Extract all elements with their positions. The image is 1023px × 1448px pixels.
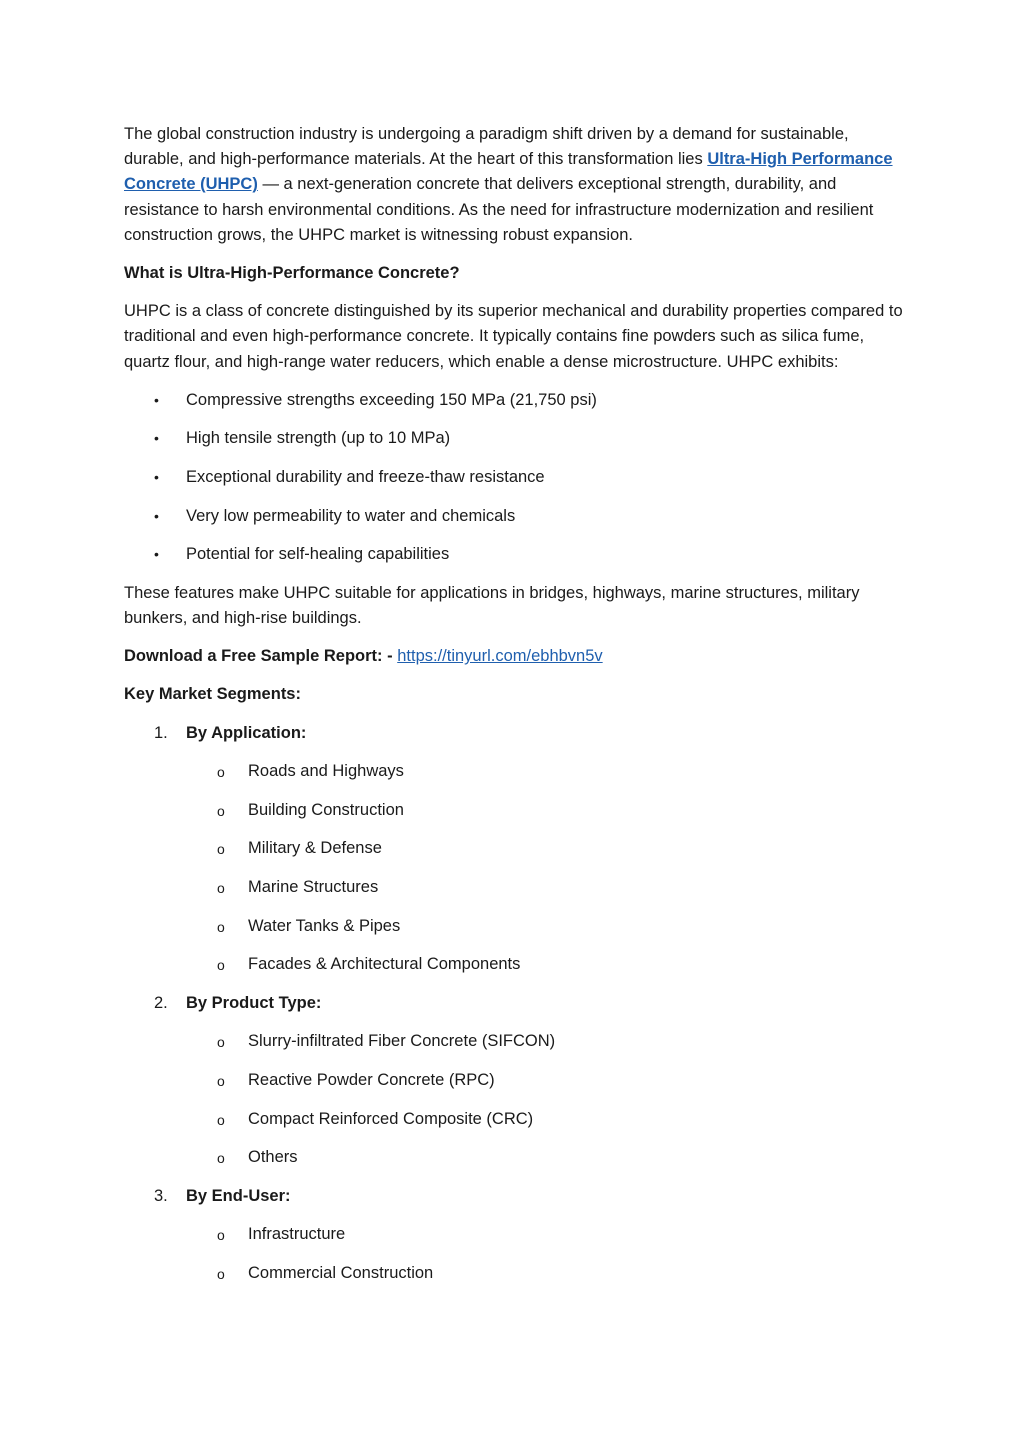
list-item-text: High tensile strength (up to 10 MPa) [186,429,451,448]
list-item [124,504,904,543]
list-item [124,952,904,991]
list-item-text: Roads and Highways [248,762,404,781]
segment-title-text: By Application: [186,723,307,742]
list-item [124,798,904,837]
list-item [124,875,904,914]
segment-group-product-type [124,991,904,1184]
properties-list [124,388,904,581]
circle-bullet-icon: o [217,918,225,935]
list-item [124,1145,904,1184]
list-item-text: Infrastructure [248,1225,346,1244]
list-item-text: Very low permeability to water and chemicals [186,506,516,525]
list-item [124,1029,904,1068]
list-item-text: Compact Reinforced Composite (CRC) [248,1109,534,1128]
segment-title [124,1184,904,1223]
list-item-text: Facades & Architectural Components [248,955,521,974]
list-item-text: Commercial Construction [248,1263,434,1282]
list-item-text: Building Construction [248,800,404,819]
document-page [124,122,904,1300]
bullet-icon: • [154,507,159,524]
segment-number: 1. [154,723,168,742]
segment-title [124,991,904,1030]
segment-items [124,1029,904,1183]
intro-text-before: The global construction industry is undergoing a paradigm shift driven by a demand for sustainable, durable, and high-performance materials. At the heart of this transformation lies [124,125,849,169]
circle-bullet-icon: o [217,841,225,858]
list-item [124,388,904,427]
segment-number: 2. [154,993,168,1012]
list-item [124,836,904,875]
circle-bullet-icon: o [217,879,225,896]
bullet-icon: • [154,430,159,447]
list-item [124,1068,904,1107]
list-item [124,465,904,504]
list-item [124,1107,904,1146]
segment-items [124,1222,904,1299]
segment-group-application [124,721,904,991]
segments-heading: Key Market Segments: [124,685,301,704]
list-item [124,542,904,581]
circle-bullet-icon: o [217,1150,225,1167]
applications-paragraph: These features make UHPC suitable for applications in bridges, highways, marine structures, military bunkers, and high-rise buildings. [124,583,860,627]
circle-bullet-icon: o [217,802,225,819]
segment-title-text: By Product Type: [186,993,322,1012]
segment-title [124,721,904,760]
intro-paragraph [124,122,904,248]
list-item-text: Military & Defense [248,839,382,858]
what-is-heading: What is Ultra-High-Performance Concrete? [124,264,460,283]
list-item-text: Reactive Powder Concrete (RPC) [248,1070,495,1089]
list-item-text: Marine Structures [248,877,379,896]
what-is-paragraph: UHPC is a class of concrete distinguished by its superior mechanical and durability properties compared to traditional and even high-performance concrete. It typically contains fine powders such as silica fume, quartz flour, and high-range water reducers, which enable a dense microstructure. UHPC exhibits: [124,302,903,371]
bullet-icon: • [154,546,159,563]
list-item-text: Compressive strengths exceeding 150 MPa (21,750 psi) [186,390,597,409]
list-item [124,426,904,465]
download-label: Download a Free Sample Report: - [124,647,398,666]
segments-list [124,721,904,1300]
segment-number: 3. [154,1186,168,1205]
list-item-text: Slurry-infiltrated Fiber Concrete (SIFCON) [248,1032,556,1051]
circle-bullet-icon: o [217,1072,225,1089]
download-line [124,644,904,669]
list-item [124,914,904,953]
bullet-icon: • [154,391,159,408]
uhpc-link[interactable]: Ultra-High Performance Concrete (UHPC) [124,150,893,194]
sample-report-link[interactable]: https://tinyurl.com/ebhbvn5v [397,647,603,666]
list-item [124,1261,904,1300]
list-item-text: Exceptional durability and freeze-thaw resistance [186,468,545,487]
circle-bullet-icon: o [217,1034,225,1051]
list-item-text: Water Tanks & Pipes [248,916,401,935]
list-item [124,759,904,798]
list-item-text: Potential for self-healing capabilities [186,545,450,564]
bullet-icon: • [154,469,159,486]
segment-group-end-user [124,1184,904,1300]
circle-bullet-icon: o [217,764,225,781]
intro-text-after: — a next-generation concrete that delivers exceptional strength, durability, and resistance to harsh environmental conditions. As the need for infrastructure modernization and resilient construction grows, the UHPC market is witnessing robust expansion. [124,175,874,244]
circle-bullet-icon: o [217,1111,225,1128]
list-item [124,1222,904,1261]
segment-title-text: By End-User: [186,1186,291,1205]
segment-items [124,759,904,991]
circle-bullet-icon: o [217,1227,225,1244]
circle-bullet-icon: o [217,957,225,974]
list-item-text: Others [248,1148,298,1167]
circle-bullet-icon: o [217,1265,225,1282]
